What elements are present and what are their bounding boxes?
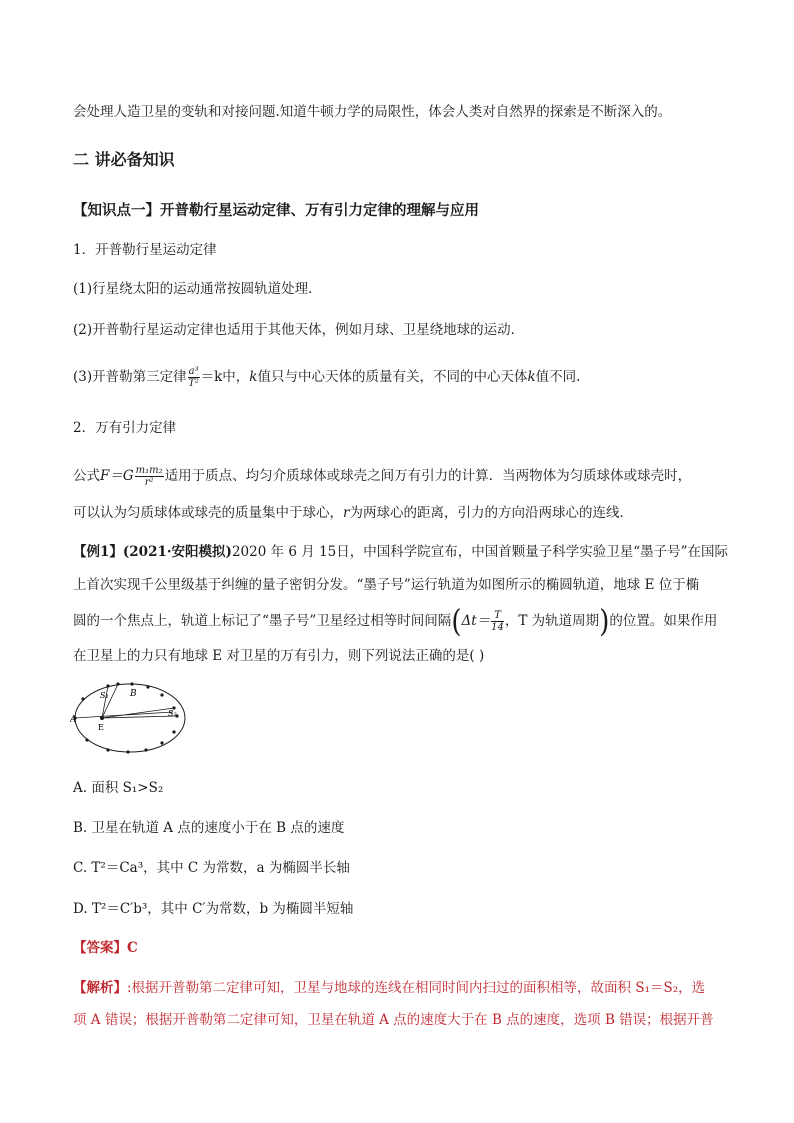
subsection-1-title: 1．开普勒行星运动定律 xyxy=(73,242,217,258)
fraction-denominator: 14 xyxy=(491,622,504,633)
fraction-numerator: m₁m₂ xyxy=(135,465,163,476)
close-paren: ) xyxy=(599,603,610,640)
example-1-line-4: 在卫星上的力只有地球 E 对卫星的万有引力，则下列说法正确的是( ) xyxy=(73,648,485,664)
example-1-line-3-rest: 的位置。如果作用 xyxy=(609,613,718,629)
item-3-end: 值不同. xyxy=(535,369,581,385)
open-paren: ( xyxy=(451,603,462,640)
option-c: C. T²＝Ca³，其中 C 为常数，a 为椭圆半长轴 xyxy=(73,860,350,876)
kepler-third-law-fraction xyxy=(188,366,200,389)
delta-t: Δt＝ xyxy=(461,613,491,629)
example-1-line-3 xyxy=(73,603,718,640)
orbit-figure xyxy=(70,680,190,760)
analysis-line-1 xyxy=(73,978,705,998)
para1-prefix: 公式 xyxy=(73,468,100,484)
item-3-eq: ＝k中， xyxy=(200,369,250,385)
analysis-label: 【解析】 xyxy=(73,980,127,996)
section-title: 二 讲必备知识 xyxy=(73,150,175,169)
label-a: A xyxy=(70,715,77,725)
k-symbol: k xyxy=(249,369,258,385)
intro-line: 会处理人造卫星的变轨和对接问题.知道牛顿力学的局限性，体会人类对自然界的探索是不断深入的。 xyxy=(73,104,672,120)
example-1-line-2: 上首次实现千公里级基于纠缠的量子密钥分发。“墨子号”运行轨道为如图所示的椭圆轨道，地球 E 位于椭 xyxy=(73,577,700,593)
item-2: (2)开普勒行星运动定律也适用于其他天体，例如月球、卫星绕地球的运动． xyxy=(73,322,525,338)
fraction-denominator: r² xyxy=(144,477,154,488)
option-a: A. 面积 S₁>S₂ xyxy=(73,780,164,796)
item-3-middle: 值只与中心天体的质量有关，不同的中心天体 xyxy=(257,369,528,385)
gravitation-formula: F＝G xyxy=(100,468,134,484)
fraction-denominator: T² xyxy=(188,378,199,389)
gravitation-paragraph-line-2 xyxy=(73,503,633,523)
item-3 xyxy=(73,366,580,389)
knowledge-point-title: 【知识点一】开普勒行星运动定律、万有引力定律的理解与应用 xyxy=(73,202,479,219)
example-1-label: 【例1】(2021·安阳模拟) xyxy=(73,544,232,560)
example-1-text: 2020 年 6 月 15日，中国科学院宣布，中国首颗量子科学实验卫星“墨子号”在国际 xyxy=(231,544,729,560)
example-1-line-1 xyxy=(73,542,728,562)
para2-rest: 为两球心的距离，引力的方向沿两球心的连线． xyxy=(349,505,633,521)
para2-prefix: 可以认为匀质球体或球壳的质量集中于球心， xyxy=(73,505,343,521)
subsection-2-title: 2．万有引力定律 xyxy=(73,420,177,436)
answer-label: 【答案】C xyxy=(73,940,138,956)
label-s1: S₁ xyxy=(100,691,109,700)
earth-point xyxy=(100,716,104,720)
label-b: B xyxy=(130,689,137,699)
analysis-text: :根据开普勒第二定律可知，卫星与地球的连线在相同时间内扫过的面积相等，故面积 S₁＝S₂，选 xyxy=(127,980,706,996)
option-b: B. 卫星在轨道 A 点的速度小于在 B 点的速度 xyxy=(73,820,345,836)
example-1-line-3-prefix: 圆的一个焦点上，轨道上标记了“墨子号”卫星经过相等时间间隔 xyxy=(73,613,452,629)
gravitation-paragraph-line-1 xyxy=(73,465,691,488)
item-1: (1)行星绕太阳的运动通常按圆轨道处理． xyxy=(73,281,322,297)
fraction-numerator: a³ xyxy=(188,366,199,377)
option-d: D. T²＝C′b³，其中 C′为常数，b 为椭圆半短轴 xyxy=(73,901,354,917)
gravitation-fraction xyxy=(135,465,164,488)
period-note: ，T 为轨道周期 xyxy=(504,613,600,629)
analysis-line-2: 项 A 错误；根据开普勒第二定律可知，卫星在轨道 A 点的速度大于在 B 点的速度，选项 B 错误；根据开普 xyxy=(73,1012,714,1028)
label-e: E xyxy=(98,723,104,732)
label-s2: S₂ xyxy=(168,709,177,718)
orbit-position-dots xyxy=(73,682,178,753)
k-symbol-2: k xyxy=(527,369,536,385)
period-fraction xyxy=(491,610,504,633)
fraction-numerator: T xyxy=(491,610,504,622)
para1-rest: 适用于质点、均匀介质球体或球壳之间万有引力的计算．当两物体为匀质球体或球壳时， xyxy=(164,468,692,484)
r-symbol: r xyxy=(343,505,350,521)
radius-to-s1-b xyxy=(102,684,118,718)
item-3-prefix: (3)开普勒第三定律 xyxy=(73,369,187,385)
